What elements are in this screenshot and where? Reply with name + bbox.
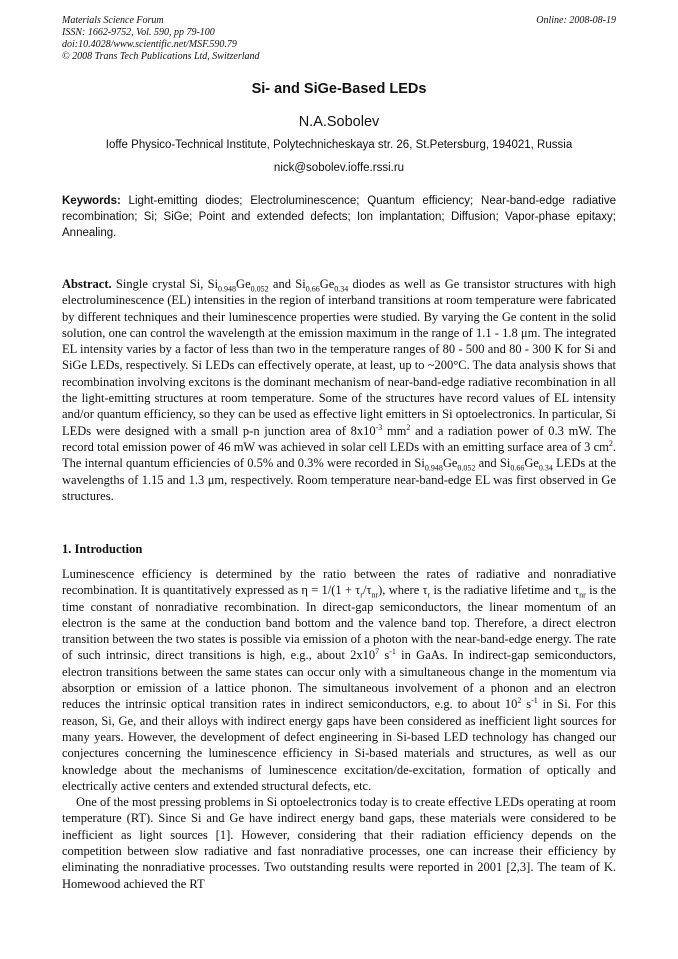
intro-text: in Si. For this reason, Si, Ge, and their alloys with indirect energy gaps have been considered as inefficient light sources for many years. However, the development of defect engineering in Si-based LED technology has changed our conjectures concerning the luminescence efficiency in Si-based materials and structures, as well as our knowledge about the mechanisms of luminescence excitation/de-excitation, formation of optically and electrically active centers and extended structural defects, etc. (62, 697, 616, 793)
abstract-text: Ge (236, 277, 251, 291)
author-name: N.A.Sobolev (298, 114, 380, 130)
intro-text: in GaAs. In indirect-gap semiconductors, electron transitions between the same states can occur only with a simultaneous change in the momentum via absorption or emission of a lattice phonon. The simultaneous involvement of a phonon and an electron reduces the intrinsic optical transition rates in indirect semiconductors, e.g. to about 10 (62, 648, 616, 712)
abstract-text: mm (382, 423, 407, 438)
abstract (62, 276, 616, 504)
intro-superscript: -1 (389, 647, 396, 657)
abstract-text: Ge (442, 456, 458, 471)
abstract-text: diodes as well as Ge transistor structures with high electroluminescence (EL) intensities in the region of interband transitions at room temperature were fabricated by different techniques and their luminescence properties were studied. By varying the Ge content in the solid solution, one can control the wavelength at the emission maximum in the range of 1.1 - 1.8 μm. The integrated EL intensity varies by a factor of less than two in the temperature ranges of 80 - 500 and 80 - 300 K for Si and SiGe LEDs, respectively. Si LEDs can effectively operate, at least, up to ~200°C. The data analysis shows that recombination involving excitons is the dominant mechanism of near-band-edge radiative recombination in all the light-emitting structures at room temperature. Some of the structures have record values of EL intensity and/or quantum efficiency, so they can be used as effective light emitters in Si optoelectronics. In particular, Si LEDs were designed with a small p-n junction area of 8x10 (62, 277, 616, 438)
abstract-text: Ge (524, 456, 539, 471)
author-affiliation: Ioffe Physico-Technical Institute, Polytechnicheskaya str. 26, St.Petersburg, 194021, Russia (105, 139, 573, 151)
intro-subscript: r (360, 590, 363, 600)
abstract-superscript: 2 (406, 422, 411, 432)
author-email: nick@sobolev.ioffe.rssi.ru (273, 162, 405, 174)
abstract-subscript: 0.052 (457, 463, 476, 473)
abstract-text: LEDs at the wavelengths of 1.15 and 1.3 μm, respectively. Room temperature near-band-edge EL was first observed in Ge structures. (62, 456, 616, 503)
abstract-text: . The internal quantum efficiencies of 0.5% and 0.3% were recorded in Si (62, 439, 616, 471)
intro-subscript: nr (579, 590, 586, 600)
journal-name: Materials Science Forum (62, 15, 164, 26)
intro-superscript: 7 (375, 647, 380, 657)
doi-line: doi:10.4028/www.scientific.net/MSF.590.79 (62, 39, 237, 50)
intro-text: /τ (362, 583, 372, 598)
abstract-superscript: 2 (608, 438, 613, 448)
intro-text: Luminescence efficiency is determined by the ratio between the rates of radiative and nonradiative recombination. It is quantitatively expressed as η = 1/(1 + τ (62, 567, 616, 598)
section-heading-introduction: 1. Introduction (62, 542, 143, 556)
online-date: Online: 2008-08-19 (536, 15, 616, 26)
abstract-text: and Si (475, 456, 511, 471)
abstract-text: and a radiation power of 0.3 mW. The record total emission power of 46 mW was achieved in solar cell LEDs with an emitting surface area of 3 cm (62, 423, 616, 454)
abstract-subscript: 0.66 (305, 284, 320, 294)
abstract-text: and Si (268, 277, 306, 291)
intro-superscript: 2 (517, 696, 522, 706)
paper-title: Si- and SiGe-Based LEDs (251, 81, 427, 97)
intro-text: is the radiative lifetime and τ (430, 583, 580, 598)
intro-text: s (521, 697, 532, 712)
abstract-subscript: 0.66 (510, 463, 525, 473)
abstract-subscript: 0.052 (250, 284, 269, 294)
abstract-superscript: -3 (375, 422, 383, 432)
journal-header (62, 15, 616, 63)
introduction-body (62, 566, 616, 892)
intro-subscript: nr (371, 590, 379, 600)
intro-paragraph-2: One of the most pressing problems in Si optoelectronics today is to create effective LEDs operating at room temperature (RT). Since Si and Ge have indirect energy band gaps, these materials were considered to be inefficient as light sources [1]. However, considering that their radiation efficiency depends on the competition between slow radiative and fast nonradiative processes, one can increase their efficiency by eliminating the nonradiative processes. Two outstanding results were reported in 2001 [2,3]. The team of K. Homewood achieved the RT (62, 795, 616, 891)
intro-text: ), where τ (378, 583, 428, 598)
abstract-subscript: 0.34 (538, 463, 553, 473)
abstract-text: Ge (319, 277, 335, 291)
abstract-label: Abstract. (62, 277, 112, 291)
keywords-text: Light-emitting diodes; Electroluminescence; Quantum efficiency; Near-band-edge radiative recombination; Si; SiGe; Point and extended defects; Ion implantation; Diffusion; Vapor-phase epitaxy; Annealing. (62, 195, 616, 239)
issn-line: ISSN: 1662-9752, Vol. 590, pp 79-100 (62, 27, 215, 38)
abstract-subscript: 0.34 (334, 284, 349, 294)
keywords (62, 193, 616, 241)
keywords-label: Keywords: (62, 195, 121, 207)
abstract-text: Single crystal Si, Si (111, 277, 219, 291)
abstract-subscript: 0.948 (218, 284, 237, 294)
abstract-subscript: 0.948 (424, 463, 443, 473)
intro-superscript: -1 (531, 696, 538, 706)
intro-text: is the time constant of nonradiative recombination. In direct-gap semiconductors, the linear momentum of an electron is the same at the conduction band bottom and the valence band top. Therefore, a direct electron transition between the two states is possible via emission of a photon with the near-band-edge energy. The rate of such intrinsic, direct transitions is high, e.g., about 2x10 (62, 583, 617, 663)
intro-paragraph-1 (62, 566, 616, 794)
intro-subscript: r (427, 590, 431, 600)
intro-text: s (379, 648, 390, 663)
copyright-line: © 2008 Trans Tech Publications Ltd, Switzerland (62, 51, 260, 62)
